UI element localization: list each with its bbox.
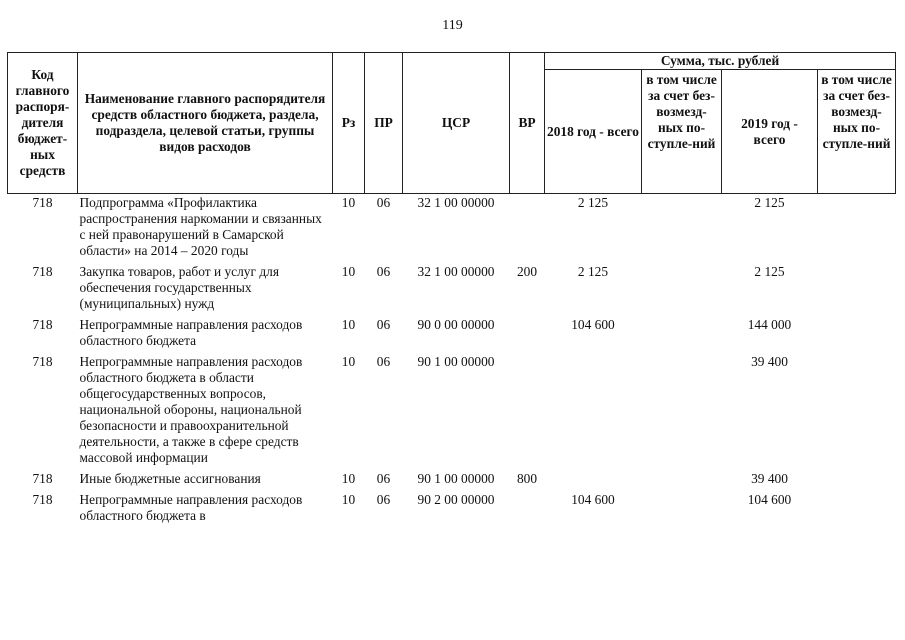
row-2019-total: 2 125 <box>754 264 785 279</box>
row-vr <box>510 353 545 470</box>
row-code: 718 <box>32 471 53 486</box>
row-name: Непрограммные направления расходов областного бюджета в области общегосударственных вопросов, национальной обороны, национальной безопасности и правоохранительной деятельности, а также в сфере средств массовой информации <box>79 354 303 465</box>
row-2018-total <box>545 353 642 470</box>
row-2018-free <box>642 353 722 470</box>
row-2018-free <box>642 194 722 264</box>
row-vr <box>510 316 545 353</box>
row-code: 718 <box>32 354 53 369</box>
row-vr <box>510 194 545 264</box>
header-code: Код главного распоря-дителя бюджет-ных средств <box>8 53 78 194</box>
row-name: Иные бюджетные ассигнования <box>79 471 261 486</box>
header-2019-total: 2019 год - всего <box>722 70 818 194</box>
row-2019-total: 104 600 <box>747 492 792 507</box>
row-vr: 200 <box>516 264 538 279</box>
row-vr <box>510 491 545 528</box>
row-rz: 10 <box>341 317 356 332</box>
row-pr: 06 <box>376 354 391 369</box>
row-2019-free <box>818 263 896 316</box>
header-2018-free: в том числе за счет без-возмезд-ных по-ступле-ний <box>642 70 722 194</box>
row-code: 718 <box>32 264 53 279</box>
row-vr: 800 <box>516 471 538 486</box>
header-name: Наименование главного распорядителя средств областного бюджета, раздела, подраздела, целевой статьи, группы видов расходов <box>78 53 333 194</box>
row-2019-free <box>818 470 896 491</box>
budget-table <box>7 52 896 528</box>
row-name: Непрограммные направления расходов областного бюджета в <box>79 492 303 523</box>
row-csr: 90 1 00 00000 <box>417 354 495 369</box>
row-csr: 90 0 00 00000 <box>417 317 495 332</box>
table-row <box>8 316 896 353</box>
row-csr: 32 1 00 00000 <box>417 195 495 210</box>
row-2018-total: 104 600 <box>571 317 615 332</box>
row-2019-total: 39 400 <box>751 471 788 486</box>
header-vr: ВР <box>510 53 545 194</box>
row-2019-free <box>818 194 896 264</box>
row-2018-free <box>642 316 722 353</box>
row-2019-free <box>818 316 896 353</box>
row-rz: 10 <box>341 264 356 279</box>
row-code: 718 <box>32 317 53 332</box>
header-pr: ПР <box>365 53 403 194</box>
row-csr: 32 1 00 00000 <box>417 264 495 279</box>
table-row <box>8 470 896 491</box>
row-2018-total: 2 125 <box>577 195 609 210</box>
row-code: 718 <box>32 195 53 210</box>
table-row <box>8 353 896 470</box>
row-rz: 10 <box>341 492 356 507</box>
row-2019-free <box>818 491 896 528</box>
row-pr: 06 <box>376 264 391 279</box>
row-name: Непрограммные направления расходов областного бюджета <box>79 317 303 348</box>
row-2019-total: 2 125 <box>754 195 785 210</box>
row-code: 718 <box>32 492 53 507</box>
row-2019-total: 144 000 <box>747 317 792 332</box>
row-name: Подпрограмма «Профилактика распространения наркомании и связанных с ней правонарушений в Самарской области» на 2014 – 2020 годы <box>79 195 322 258</box>
row-2019-total: 39 400 <box>751 354 788 369</box>
row-pr: 06 <box>376 317 391 332</box>
row-2018-free <box>642 491 722 528</box>
header-csr: ЦСР <box>403 53 510 194</box>
row-rz: 10 <box>341 354 356 369</box>
row-name: Закупка товаров, работ и услуг для обеспечения государственных (муниципальных) нужд <box>79 264 279 311</box>
header-row-top <box>8 53 896 70</box>
row-2018-total: 2 125 <box>577 264 609 279</box>
row-2019-free <box>818 353 896 470</box>
row-rz: 10 <box>341 471 356 486</box>
row-pr: 06 <box>376 195 391 210</box>
header-rz: Рз <box>333 53 365 194</box>
row-2018-total <box>545 470 642 491</box>
row-pr: 06 <box>376 492 391 507</box>
header-2019-free: в том числе за счет без-возмезд-ных по-ступле-ний <box>818 70 896 194</box>
header-2018-total: 2018 год - всего <box>545 70 642 194</box>
page-number: 119 <box>442 18 463 33</box>
row-2018-total: 104 600 <box>571 492 615 507</box>
row-2018-free <box>642 263 722 316</box>
row-2018-free <box>642 470 722 491</box>
row-csr: 90 2 00 00000 <box>417 492 495 507</box>
table-row <box>8 194 896 264</box>
table-row <box>8 263 896 316</box>
row-rz: 10 <box>341 195 356 210</box>
row-pr: 06 <box>376 471 391 486</box>
row-csr: 90 1 00 00000 <box>417 471 495 486</box>
header-sum: Сумма, тыс. рублей <box>545 53 896 70</box>
table-row <box>8 491 896 528</box>
